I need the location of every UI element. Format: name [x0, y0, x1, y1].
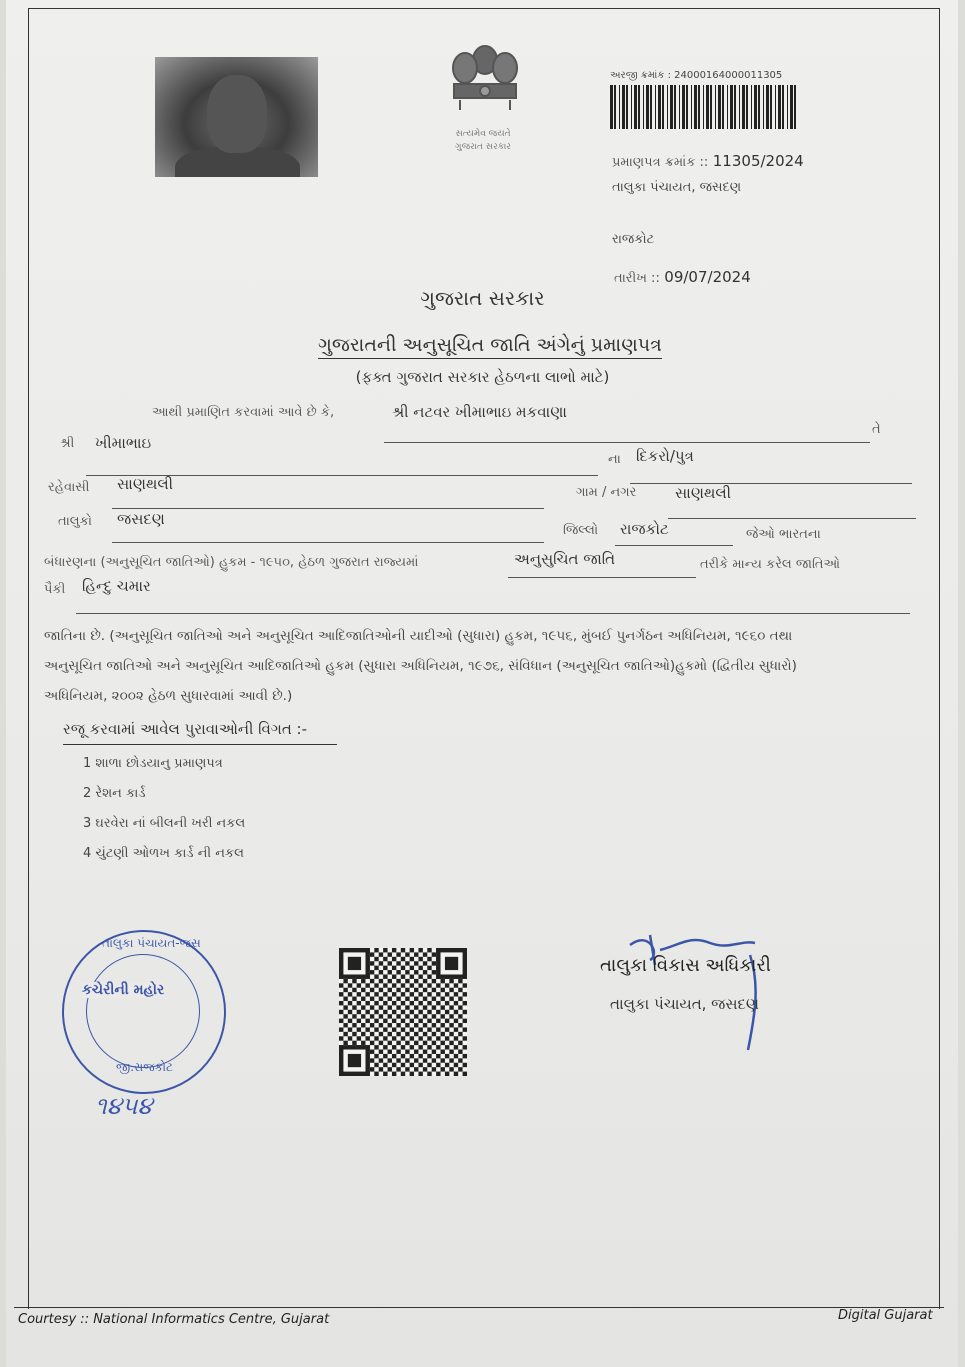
whose-india-label: જેઓ ભારતના — [746, 527, 821, 542]
legal-paragraph-line3: અધિનિયમ, ૨૦૦૨ હેઠળ સુધારવામાં આવી છે.) — [44, 688, 293, 704]
relation: દિકરો/પુત્ર — [636, 447, 694, 465]
na-label: ના — [608, 452, 621, 467]
emblem-caption: સત્યમેવ જયતે ગુજરાત સરકાર — [455, 129, 511, 152]
applicant-name: શ્રી નટવર ખીમાભાઇ મકવાણા — [392, 403, 567, 421]
footer-brand: Digital Gujarat — [838, 1308, 933, 1323]
qr-code — [339, 947, 467, 1077]
taluka-label: તાલુકો — [58, 514, 93, 529]
evidence-item: 3 ઘરવેરા નાં બીલની ખરી નકલ — [83, 816, 246, 831]
village-label: ગામ / નગર — [576, 485, 637, 500]
resident-label: રહેવાસી — [48, 480, 90, 495]
certify-text: આથી પ્રમાણિત કરવામાં આવે છે કે, — [152, 405, 335, 420]
issuing-office: તાલુકા પંચાયત, જસદણ — [612, 180, 742, 195]
shri-label: શ્રી — [60, 436, 75, 451]
issuing-district: રાજકોટ — [612, 232, 655, 247]
certificate-number: પ્રમાણપત્ર ક્રમાંક :: 11305/2024 — [612, 152, 804, 170]
taluka-value: જસદણ — [117, 510, 165, 528]
constitution-text: બંધારણના (અનુસૂચિત જાતિઓ) હુકમ - ૧૯૫૦, હેઠળ ગુજરાત રાજ્યમાં — [44, 555, 419, 570]
recognized-text: તરીકે માન્ય કરેલ જાતિઓ — [700, 557, 841, 572]
applicant-photo — [155, 57, 318, 177]
office-seal: તાલુકા પંચાયત-જસ કચેરીની મહોર જી.રાજકોટ — [62, 930, 226, 1094]
handwritten-number: ૧૪૫૪ — [95, 1092, 153, 1120]
village-value: સાણથલી — [675, 484, 732, 502]
footer-divider — [14, 1307, 944, 1308]
signatory-office: તાલુકા પંચાયત, જસદણ — [610, 995, 759, 1013]
evidence-item: 4 ચુંટણી ઓળખ કાર્ડ ની નકલ — [83, 846, 244, 861]
application-number: અરજી ક્રમાંક : 24000164000011305 — [610, 70, 783, 81]
footer-courtesy: Courtesy :: National Informatics Centre, Gujarat — [18, 1312, 330, 1327]
issue-date: તારીખ :: 09/07/2024 — [614, 268, 751, 286]
father-name: ખીમાભાઇ — [95, 434, 152, 452]
caste-value: હિન્દુ ચમાર — [82, 577, 151, 595]
evidence-item: 2 રેશન કાર્ડ — [83, 786, 146, 801]
evidence-item: 1 શાળા છોડયાનુ પ્રમાણપત્ર — [83, 756, 223, 771]
signature — [620, 925, 770, 1055]
among-label: પૈકી — [44, 582, 66, 597]
te-label: તે — [872, 422, 881, 437]
district-value: રાજકોટ — [620, 520, 669, 538]
evidence-heading: રજૂ કરવામાં આવેલ પુરાવાઓની વિગત :- — [63, 720, 337, 745]
district-label: જિલ્લો — [563, 523, 599, 538]
national-emblem-icon — [440, 38, 530, 138]
signatory-title: તાલુકા વિકાસ અધિકારી — [600, 955, 771, 976]
resident-value: સાણથલી — [117, 475, 174, 493]
legal-paragraph-line1: જાતિના છે. (અનુસૂચિત જાતિઓ અને અનુસૂચિત આદિજાતિઓની યાદીઓ (સુધારા) હુકમ, ૧૯૫૬, મુંબઈ પુનર્ગઠન અધિનિયમ, ૧૯૬૦ તથા — [44, 628, 793, 644]
category-value: અનુસુચિત જાતિ — [514, 550, 616, 568]
government-title: ગુજરાત સરકાર — [420, 286, 545, 310]
legal-paragraph-line2: અનુસૂચિત જાતિઓ અને અનુસૂચિત આદિજાતિઓ હુકમ (સુધારા અધિનિયમ, ૧૯૭૬, સંવિધાન (અનુસૂચિત જાતિઓ)હુકમો (દ્વિતીય સુધારો) — [44, 658, 797, 674]
barcode — [610, 85, 800, 129]
certificate-purpose: (ફક્ત ગુજરાત સરકાર હેઠળના લાભો માટે) — [355, 368, 610, 386]
certificate-title: ગુજરાતની અનુસૂચિત જાતિ અંગેનું પ્રમાણપત્ર — [318, 334, 662, 359]
